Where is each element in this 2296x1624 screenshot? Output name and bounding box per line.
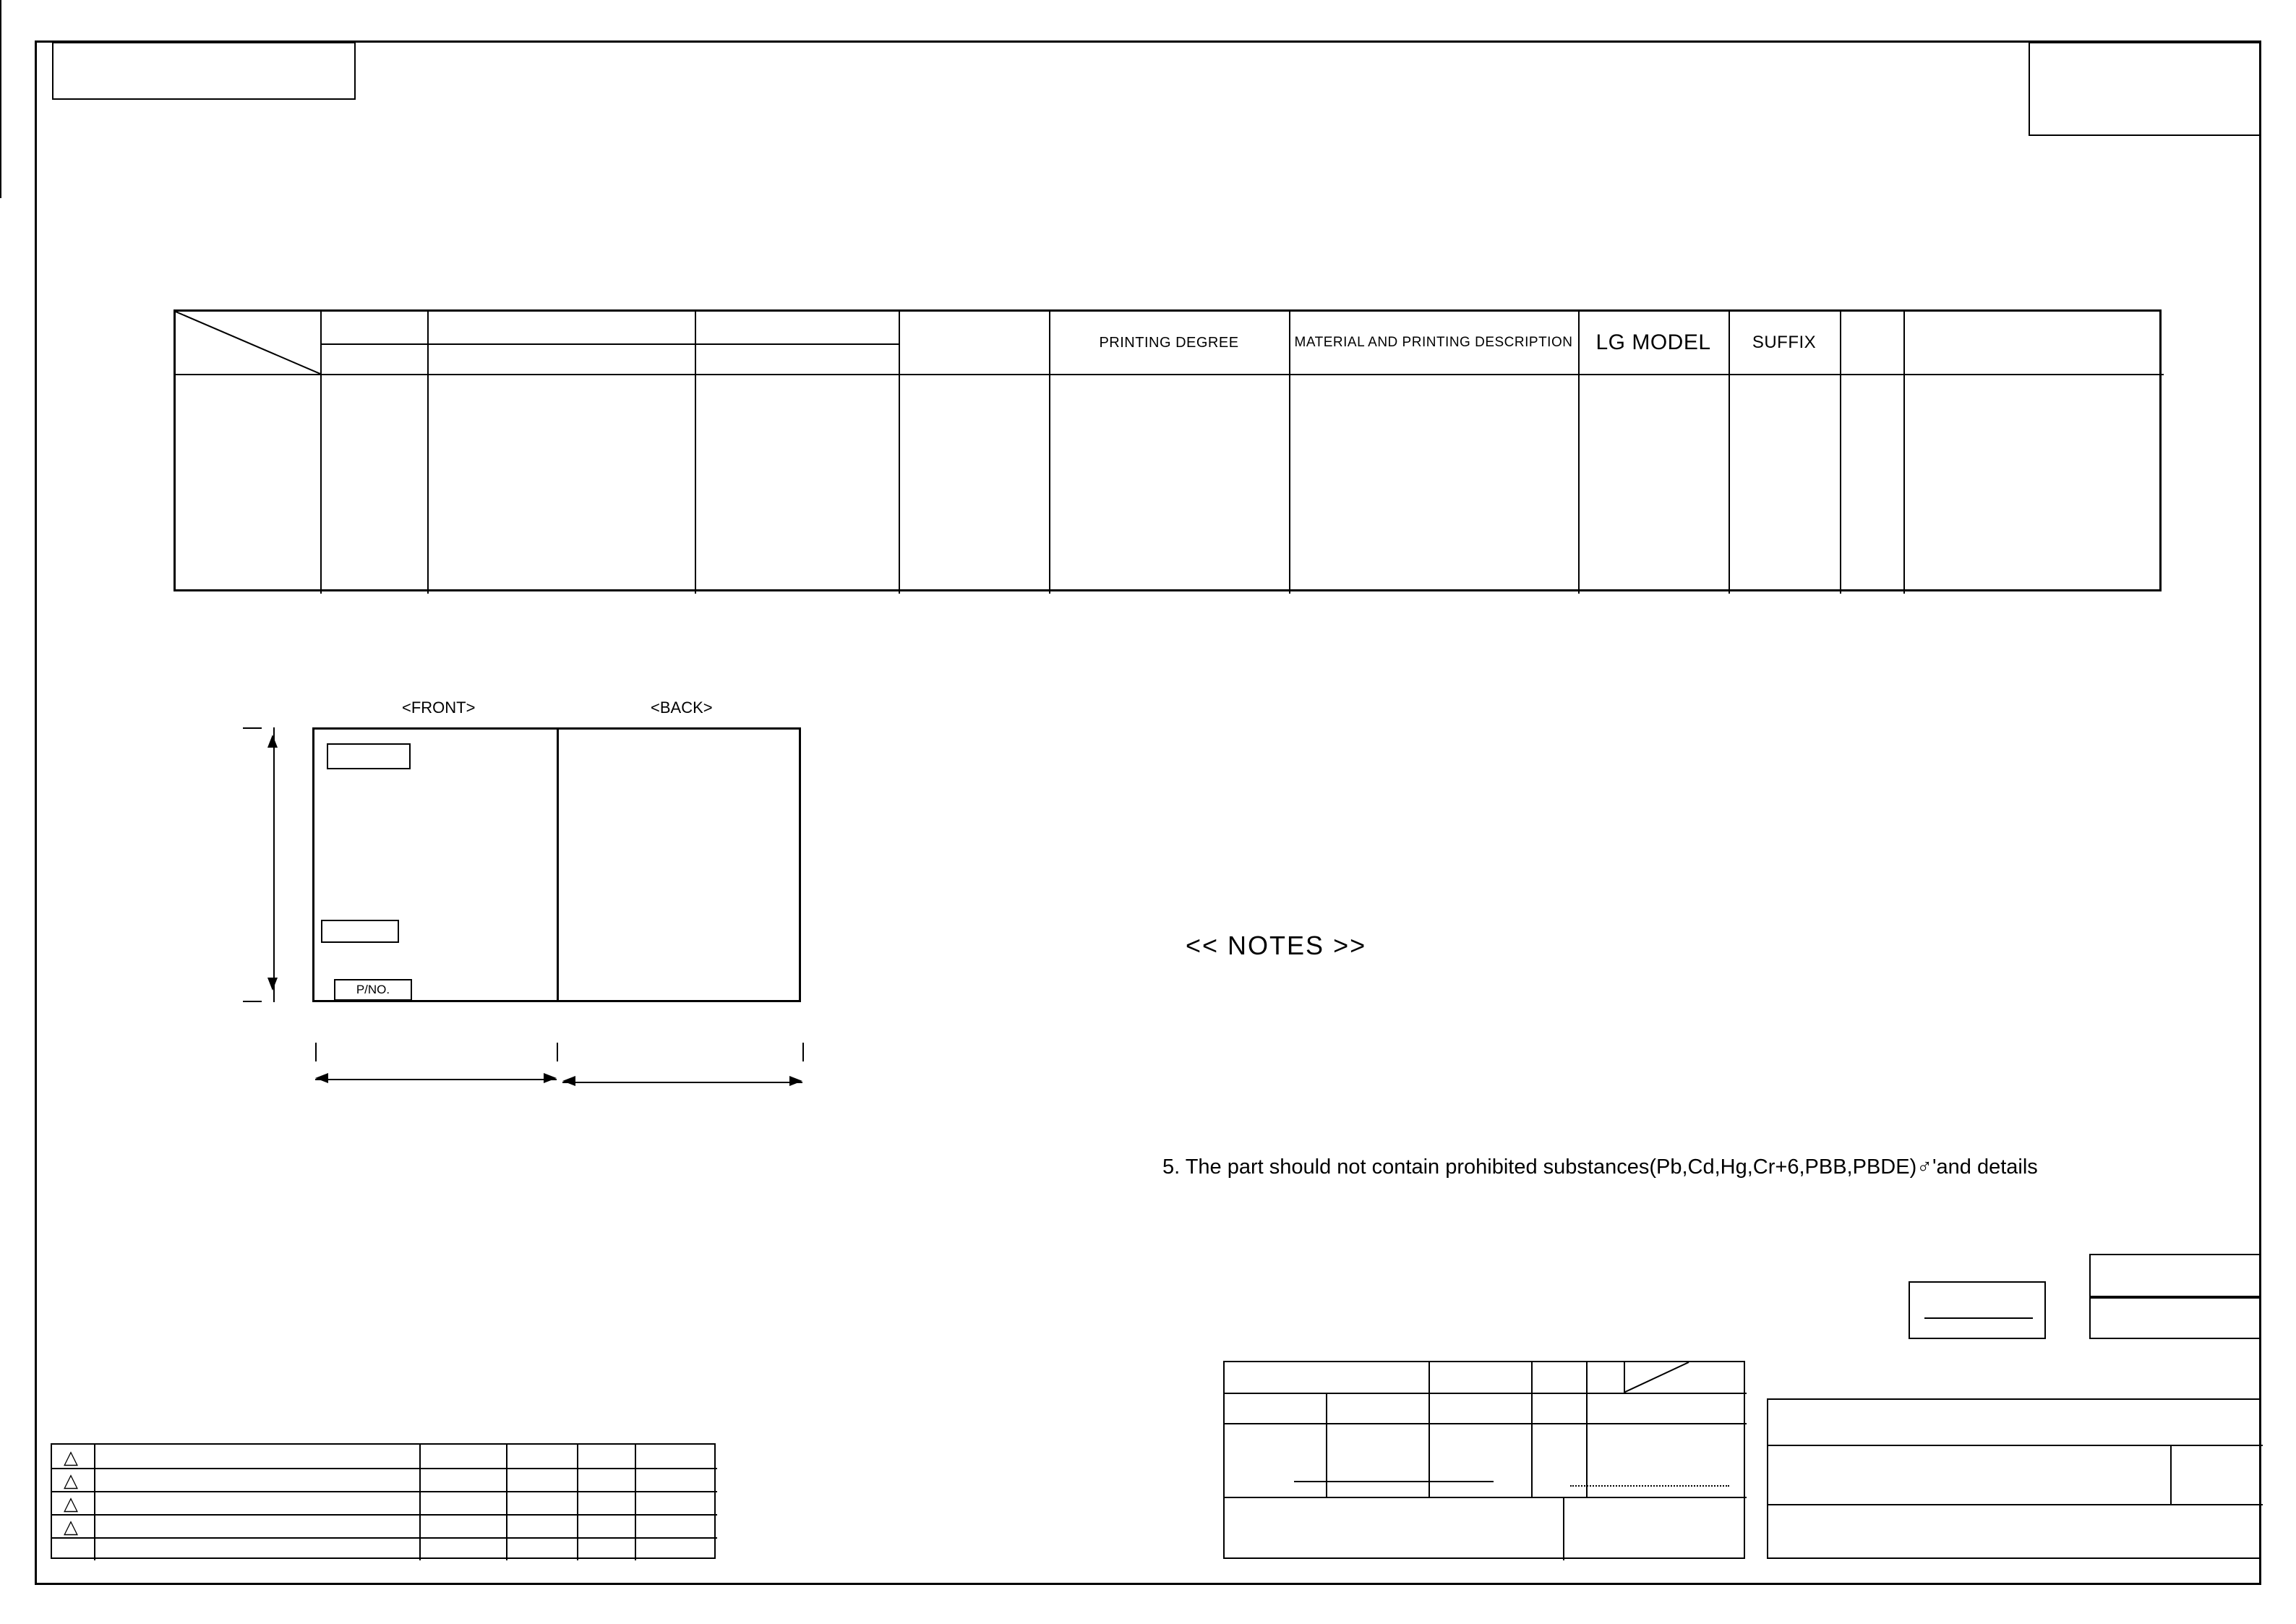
notes-title: << NOTES >>: [1186, 931, 1367, 960]
title-block-right: [1767, 1398, 2261, 1559]
title-block-tab-a-underline: [1924, 1317, 2033, 1319]
spec-col-sep-3: [695, 312, 696, 594]
revision-col-sep-2: [419, 1445, 421, 1560]
spec-diagonal-slash: [176, 312, 320, 374]
spec-col-material-printing-description: MATERIAL AND PRINTING DESCRIPTION: [1294, 335, 1573, 350]
dimension-arrow-up: [267, 735, 278, 748]
revision-row-sep-3: [52, 1514, 717, 1516]
dimension-horizontal-line-left: [315, 1079, 557, 1080]
title-block-dotted-line: [1570, 1485, 1729, 1487]
spec-col-sep-9: [1840, 312, 1841, 594]
revision-mark-1: △: [64, 1446, 78, 1468]
revision-col-sep-4: [577, 1445, 578, 1560]
dimension-horizontal-line-right: [562, 1082, 802, 1083]
spec-subrule-3: [695, 343, 899, 345]
dimension-arrow-right-2: [789, 1076, 802, 1086]
title-block-right-col-1: [2170, 1445, 2172, 1504]
revision-row-sep-1: [52, 1468, 717, 1469]
title-block-tab-a: [1909, 1281, 2046, 1339]
revision-mark-4: △: [64, 1516, 78, 1537]
top-left-title-stub: [52, 42, 356, 100]
dimension-horizontal-cap-mid: [557, 1043, 558, 1061]
revision-mark-3: △: [64, 1492, 78, 1514]
label-back-caption: <BACK>: [651, 698, 713, 717]
title-block-underline: [1294, 1481, 1494, 1482]
revision-row-sep-2: [52, 1491, 717, 1492]
revision-col-sep-5: [635, 1445, 636, 1560]
title-block-col-4: [1586, 1362, 1588, 1497]
spec-subrule-1: [320, 343, 427, 345]
dimension-horizontal-cap-right: [802, 1043, 804, 1061]
spec-col-lg-model: LG MODEL: [1595, 330, 1711, 354]
label-field-middle: [321, 920, 399, 943]
label-front-caption: <FRONT>: [402, 698, 476, 717]
title-block-row-3: [1225, 1497, 1747, 1498]
title-block-row-1: [1225, 1393, 1747, 1394]
specification-table: [174, 309, 2162, 591]
title-block-row-2: [1225, 1423, 1747, 1424]
revision-col-sep-3: [506, 1445, 507, 1560]
part-number-label: P/NO.: [356, 983, 390, 996]
title-block-left: [1223, 1361, 1745, 1559]
revision-mark-2: △: [64, 1469, 78, 1491]
dimension-horizontal-cap-left: [315, 1043, 317, 1061]
spec-header-rule: [176, 374, 2164, 375]
dimension-arrow-left-2: [562, 1076, 575, 1086]
dimension-vertical-line: [273, 727, 275, 1002]
note-item-5: 5. The part should not contain prohibited substances(Pb,Cd,Hg,Cr+6,PBB,PBDE)♂'and details: [1162, 1155, 2038, 1179]
title-block-right-row-2: [1768, 1504, 2263, 1505]
dimension-arrow-right-1: [544, 1073, 557, 1083]
dimension-arrow-left-1: [315, 1073, 328, 1083]
spec-col-printing-degree: PRINTING DEGREE: [1099, 334, 1239, 351]
spec-col-sep-10: [1903, 312, 1905, 594]
dimension-vertical-cap-top: [243, 727, 262, 729]
revision-row-sep-4: [52, 1537, 717, 1539]
revision-table: [51, 1443, 716, 1559]
spec-col-suffix: SUFFIX: [1752, 333, 1817, 352]
revision-col-sep-1: [94, 1445, 95, 1560]
title-block-tab-c: [2089, 1297, 2261, 1339]
spec-col-sep-1: [320, 312, 322, 594]
title-block-col-2: [1428, 1362, 1430, 1497]
dimension-arrow-down: [267, 978, 278, 991]
label-field-part-number: [334, 979, 412, 1001]
title-block-divider: [0, 0, 1, 198]
top-right-revision-stub: [2029, 42, 2261, 136]
label-field-top: [327, 743, 411, 769]
title-block-col-3: [1531, 1362, 1533, 1497]
title-block-right-row-1: [1768, 1445, 2263, 1446]
title-block-diagonal-slash: [1624, 1362, 1747, 1393]
spec-subrule-2: [427, 343, 695, 345]
title-block-tab-b: [2089, 1254, 2261, 1297]
dimension-vertical-cap-bottom: [243, 1001, 262, 1002]
spec-col-sep-4: [899, 312, 900, 594]
spec-col-sep-2: [427, 312, 429, 594]
label-center-divider: [557, 727, 559, 1002]
title-block-col-6: [1563, 1497, 1564, 1560]
